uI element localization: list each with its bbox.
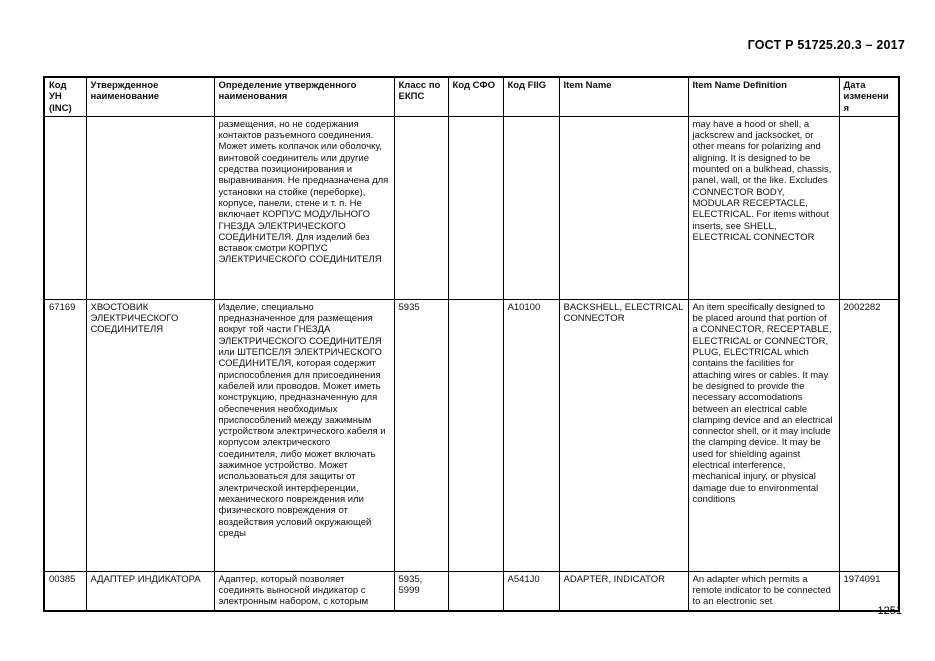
table-row xyxy=(44,116,899,299)
cell-item-name: BACKSHELL, ELECTRICAL CONNECTOR xyxy=(559,299,688,571)
cell-sfo-code xyxy=(448,299,503,571)
cell-inc-code: 67169 xyxy=(44,299,86,571)
cell-approved-name: АДАПТЕР ИНДИКАТОРА xyxy=(86,571,214,611)
cell-inc-code xyxy=(44,116,86,299)
cell-change-date: 2002282 xyxy=(839,299,899,571)
cell-ekps-class: 5935, 5999 xyxy=(394,571,448,611)
cell-change-date: 1974091 xyxy=(839,571,899,611)
classification-table xyxy=(43,76,900,612)
cell-item-name xyxy=(559,116,688,299)
cell-fiig-code xyxy=(503,116,559,299)
page-number: 1251 xyxy=(877,605,902,617)
cell-item-name: ADAPTER, INDICATOR xyxy=(559,571,688,611)
cell-definition-ru: Изделие, специально предназначенное для размещения вокруг той части ГНЕЗДА ЭЛЕКТРИЧЕСКОГО СОЕДИНИТЕЛЯ или ШТЕПСЕЛЯ ЭЛЕКТРИЧЕСКОГО СОЕДИНИТЕЛЯ, которая содержит приспособления для присоединения кабелей или проводов. Может иметь конструкцию, предназначенную для обеспечения необходимых приспособлений между зажимным устройством электрического кабеля и корпусом электрического соединителя, либо может включать зажимное устройство. Может использоваться для защиты от электрической интерференции, механического повреждения или физического повреждения от воздействия условий окружающей среды xyxy=(214,299,394,571)
document-standard-number: ГОСТ Р 51725.20.3 – 2017 xyxy=(747,38,905,52)
col-header-fiig-code: Код FIIG xyxy=(503,77,559,116)
cell-definition-ru: Адаптер, который позволяет соединять выносной индикатор с электронным набором, с которым xyxy=(214,571,394,611)
col-header-approved-name: Утвержденное наименование xyxy=(86,77,214,116)
col-header-sfo-code: Код СФО xyxy=(448,77,503,116)
cell-definition-ru: размещения, но не содержания контактов разъемного соединения. Может иметь колпачок или оболочку, винтовой соединитель или другие средства позиционирования и выравнивания. Не предназначена для установки на стойке (переборке), корпусе, панели, стене и т. п. Не включает КОРПУС МОДУЛЬНОГО ГНЕЗДА ЭЛЕКТРИЧЕСКОГО СОЕДИНИТЕЛЯ. Для изделий без вставок смотри КОРПУС ЭЛЕКТРИЧЕСКОГО СОЕДИНИТЕЛЯ xyxy=(214,116,394,299)
col-header-definition-ru: Определение утвержденного наименования xyxy=(214,77,394,116)
cell-ekps-class xyxy=(394,116,448,299)
table-row xyxy=(44,299,899,571)
col-header-change-date: Дата изменения xyxy=(839,77,899,116)
cell-approved-name xyxy=(86,116,214,299)
cell-sfo-code xyxy=(448,116,503,299)
cell-fiig-code: A10100 xyxy=(503,299,559,571)
cell-inc-code: 00385 xyxy=(44,571,86,611)
table-row xyxy=(44,571,899,611)
cell-change-date xyxy=(839,116,899,299)
col-header-ekps-class: Класс по ЕКПС xyxy=(394,77,448,116)
col-header-inc-code: Код УН (INC) xyxy=(44,77,86,116)
cell-item-name-definition: An item specifically designed to be placed around that portion of a CONNECTOR, RECEPTABLE, ELECTRICAL or CONNECTOR, PLUG, ELECTRICAL which contains the facilities for attaching wires or cables. It may be designed to provide the necessary accomodations between an electrical cable clamping device and an electrical connector shell, or it may include the clamping device. It may be used for shielding against electrical interference, mechanical injury, or physical damage due to environmental conditions xyxy=(688,299,839,571)
cell-sfo-code xyxy=(448,571,503,611)
col-header-item-name: Item Name xyxy=(559,77,688,116)
cell-item-name-definition: may have a hood or shell, a jackscrew and jacksocket, or other means for polarizing and aligning. It is designed to be mounted on a bulkhead, chassis, panel, wall, or the like. Excludes CONNECTOR BODY, MODULAR RECEPTACLE, ELECTRICAL. For items without inserts, see SHELL, ELECTRICAL CONNECTOR xyxy=(688,116,839,299)
table-header-row xyxy=(44,77,899,116)
cell-fiig-code: A541J0 xyxy=(503,571,559,611)
col-header-item-name-definition: Item Name Definition xyxy=(688,77,839,116)
cell-ekps-class: 5935 xyxy=(394,299,448,571)
cell-approved-name: ХВОСТОВИК ЭЛЕКТРИЧЕСКОГО СОЕДИНИТЕЛЯ xyxy=(86,299,214,571)
cell-item-name-definition: An adapter which permits a remote indicator to be connected to an electronic set xyxy=(688,571,839,611)
